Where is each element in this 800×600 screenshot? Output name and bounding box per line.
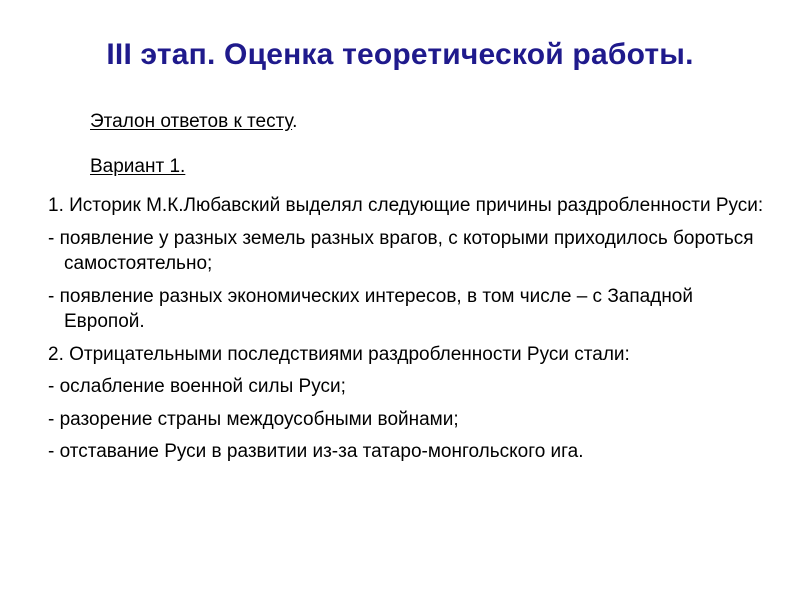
answer-item-7: - отставание Руси в развитии из-за татаро-монгольского ига.	[48, 441, 584, 462]
answers-subtitle-tail: .	[292, 111, 298, 132]
answers-subtitle	[90, 111, 297, 133]
answer-item-1: 1. Историк М.К.Любавский выделял следующие причины раздробленности Руси:	[48, 195, 764, 216]
answer-item-6: - разорение страны междоусобными войнами;	[48, 408, 459, 430]
variant-label-text: Вариант 1.	[90, 156, 186, 177]
variant-label	[90, 156, 185, 178]
answer-item-2: - появление у разных земель разных врагов, с которыми приходилось бороться самостоятельно;	[48, 227, 754, 274]
answer-item-3: - появление разных экономических интересов, в том числе – с Западной Европой.	[48, 285, 693, 332]
answer-list	[48, 193, 778, 472]
answers-subtitle-text: Эталон ответов к тесту	[90, 111, 293, 132]
answer-item-4: 2. Отрицательными последствиями раздробленности Руси стали:	[48, 343, 630, 365]
slide-title: III этап. Оценка теоретической работы.	[106, 38, 694, 71]
answer-item-5: - ослабление военной силы Руси;	[48, 376, 346, 397]
